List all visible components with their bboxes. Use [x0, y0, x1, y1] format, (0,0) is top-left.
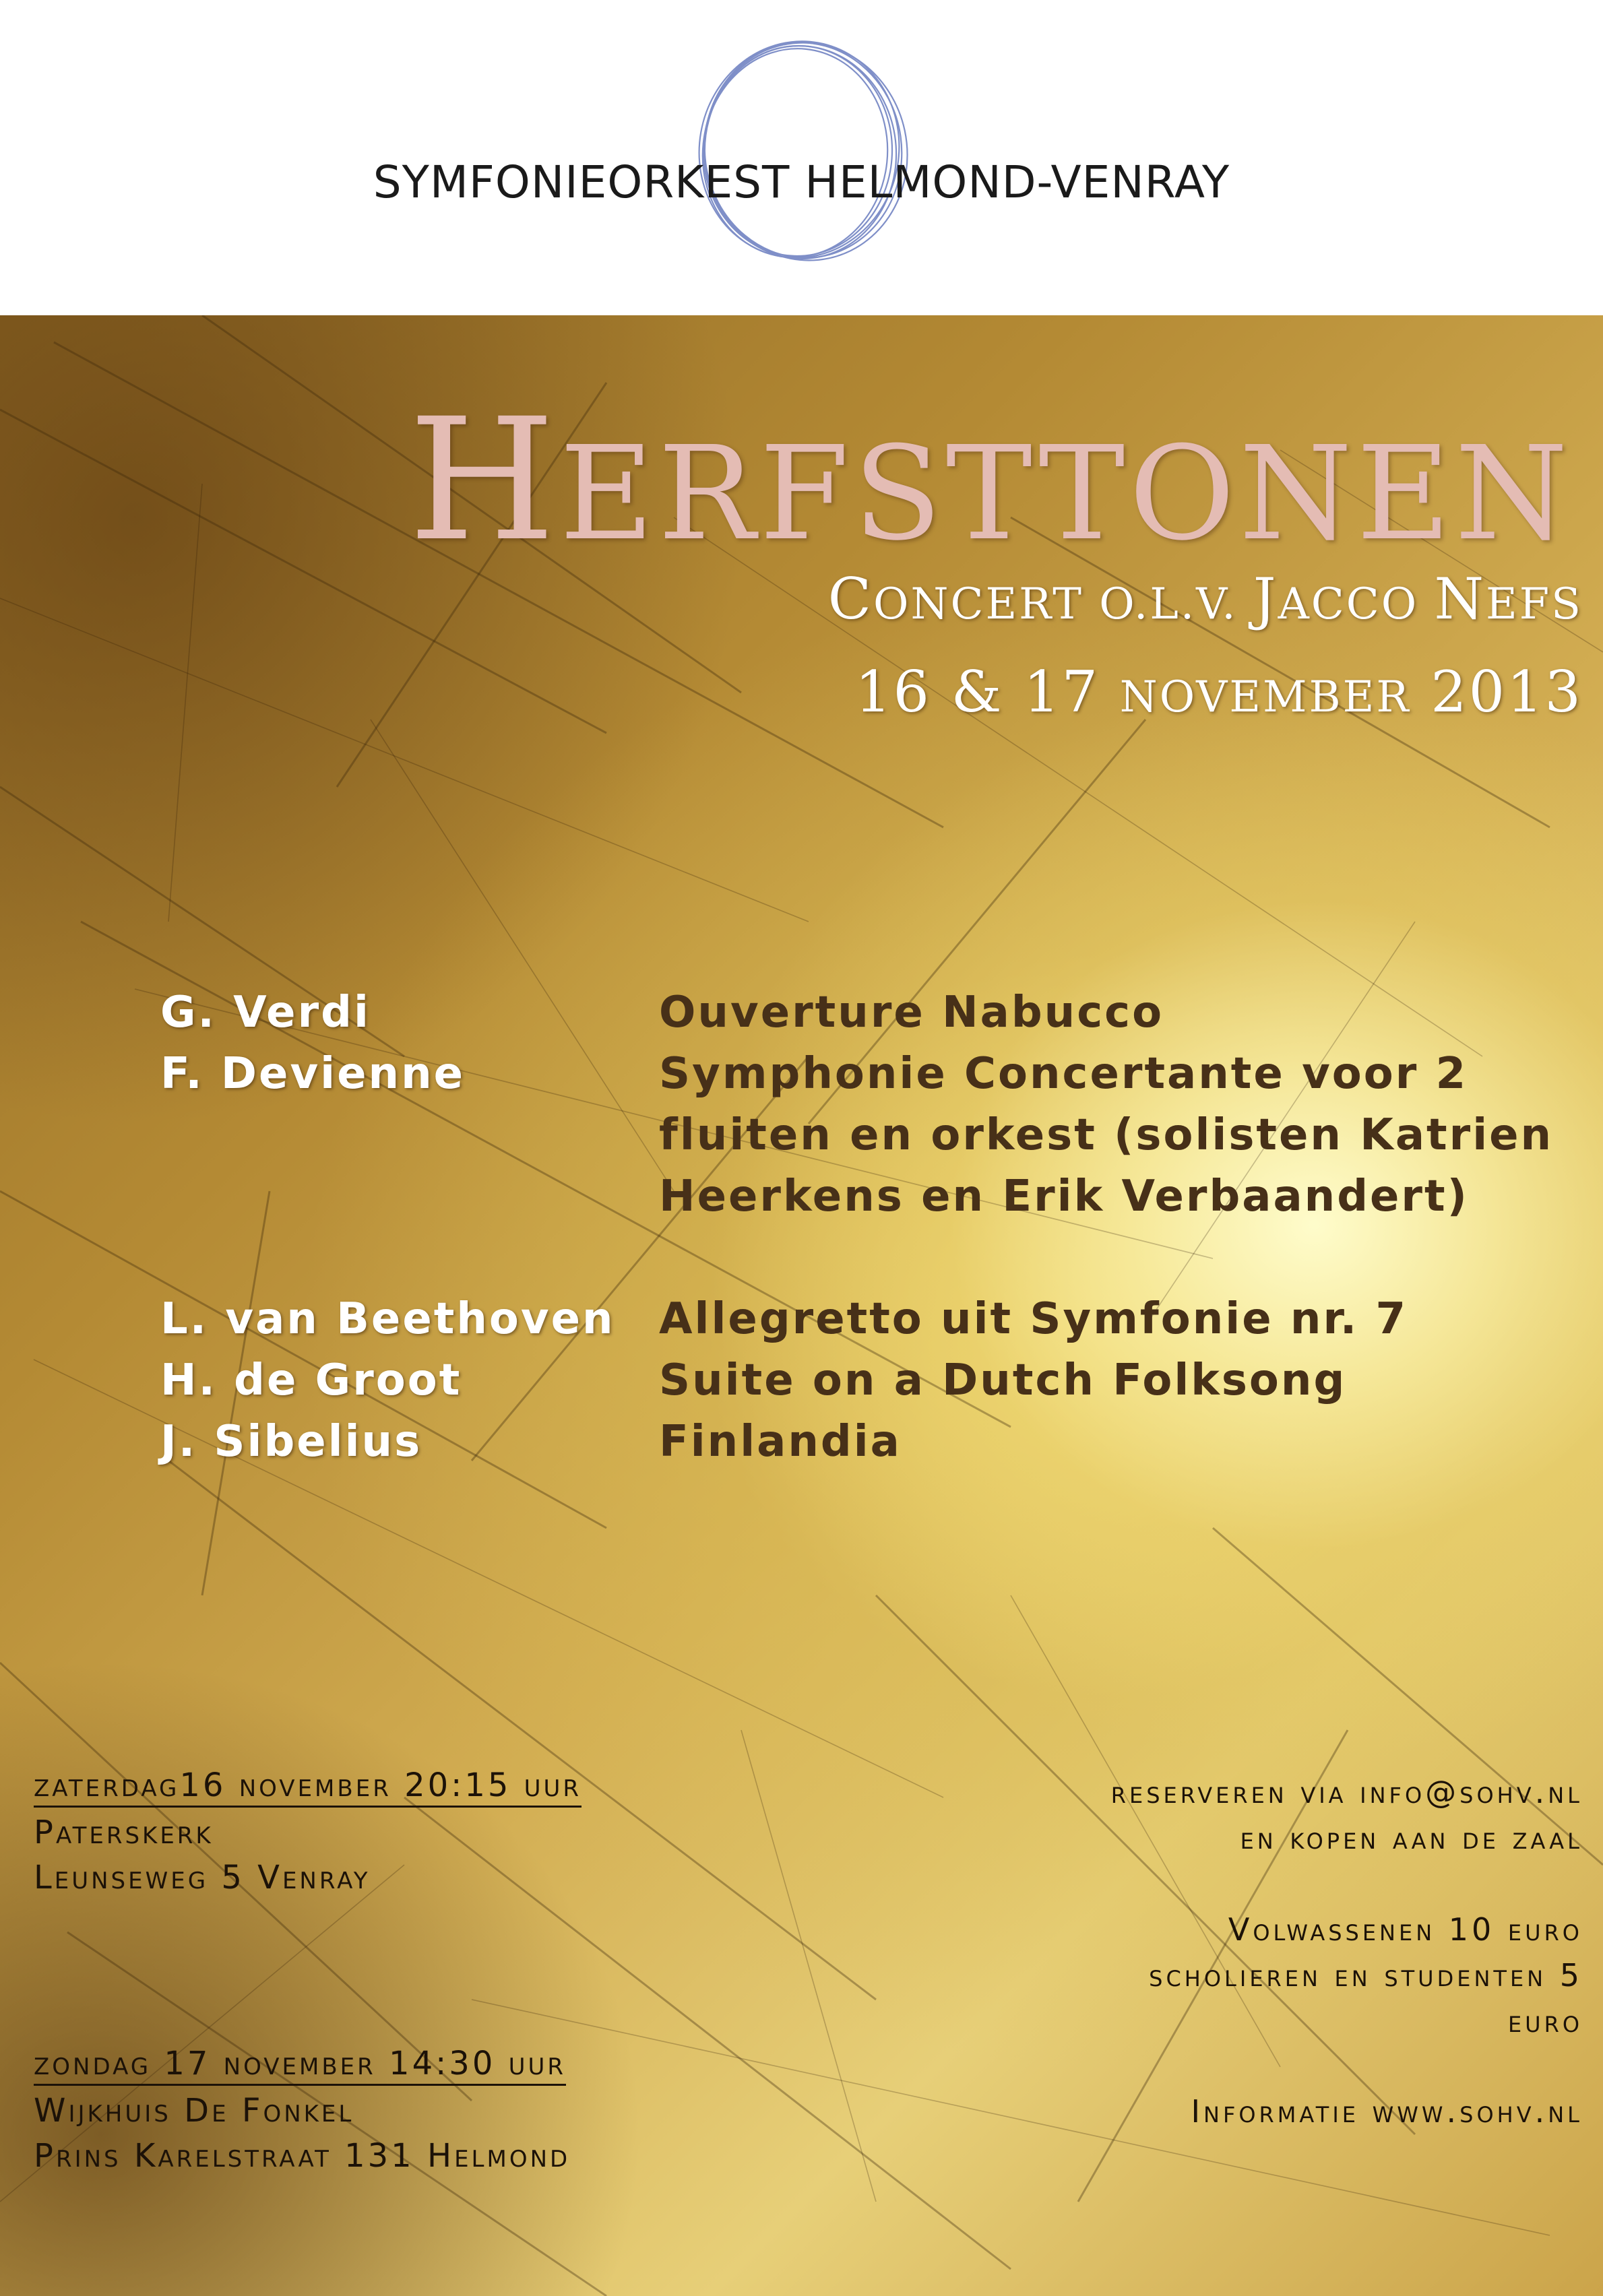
composer-name: J. Sibelius: [160, 1417, 422, 1467]
work-title: Suite on a Dutch Folksong: [659, 1356, 1347, 1405]
website-line: Informatie www.sohv.nl: [1191, 2093, 1583, 2130]
sub1-part-b: ONCERT O.L.V.: [873, 579, 1253, 629]
work-title: Symphonie Concertante voor 2 fluiten en orkest (solisten Katrien Heerkens en Erik Verbaandert): [659, 1049, 1554, 1221]
sub2-part-c: 2013: [1410, 659, 1583, 725]
venue-sunday: [34, 2043, 570, 2179]
poster-background: [0, 315, 1603, 2296]
sub1-part-a: C: [827, 566, 873, 632]
program-item: [160, 982, 1562, 1044]
sub2-part-b: NOVEMBER: [1119, 672, 1411, 722]
program-item: [160, 1350, 1562, 1411]
price-students-cont: euro: [1507, 2003, 1583, 2039]
venue-date: zondag 17 november 14:30 uur: [34, 2043, 566, 2086]
work-title: Ouverture Nabucco: [659, 988, 1164, 1038]
venue-place: Paterskerk: [34, 1814, 214, 1851]
program-item: [160, 1044, 1562, 1227]
reserve-door-line: en kopen aan de zaal: [1240, 1820, 1583, 1856]
sub1-part-e: N: [1434, 566, 1486, 632]
price-info: [1149, 1907, 1583, 2044]
composer-name: F. Devienne: [160, 1049, 466, 1099]
concentric-rings-logo: [681, 27, 923, 276]
sub2-part-a: 16 & 17: [855, 659, 1120, 725]
concert-title: [408, 382, 1572, 578]
title-rest: ERFSTTONEN: [559, 419, 1572, 569]
composer-name: H. de Groot: [160, 1356, 462, 1405]
work-title: Finlandia: [659, 1417, 902, 1467]
reserve-email-line: reserveren via info@sohv.nl: [1110, 1774, 1583, 1810]
program-item: [160, 1411, 1562, 1473]
sub1-part-d: ACCO: [1278, 579, 1435, 629]
website-info: [1191, 2088, 1583, 2134]
composer-name: G. Verdi: [160, 988, 371, 1038]
venue-address: Prins Karelstraat 131 Helmond: [34, 2137, 571, 2175]
venue-saturday: [34, 1765, 582, 1901]
sub1-part-f: EFS: [1486, 579, 1583, 629]
program-item: [160, 1289, 1562, 1350]
reservation-info: [1111, 1769, 1583, 1861]
header: [0, 0, 1603, 315]
title-initial: H: [408, 382, 560, 578]
program-list: [160, 982, 1562, 1473]
work-title: Allegretto uit Symfonie nr. 7: [659, 1294, 1408, 1344]
sub1-part-c: J: [1253, 566, 1278, 632]
orchestra-name: SYMFONIEORKEST HELMOND-VENRAY: [373, 156, 1230, 208]
venue-place: Wijkhuis De Fonkel: [34, 2092, 354, 2130]
price-students: scholieren en studenten 5: [1149, 1957, 1583, 1994]
venue-address: Leunseweg 5 Venray: [34, 1859, 371, 1896]
conductor-line: [828, 566, 1583, 632]
price-adults: Volwassenen 10 euro: [1228, 1911, 1583, 1948]
venue-date: zaterdag16 november 20:15 uur: [34, 1765, 582, 1808]
composer-name: L. van Beethoven: [160, 1294, 615, 1344]
date-line: [855, 659, 1583, 725]
